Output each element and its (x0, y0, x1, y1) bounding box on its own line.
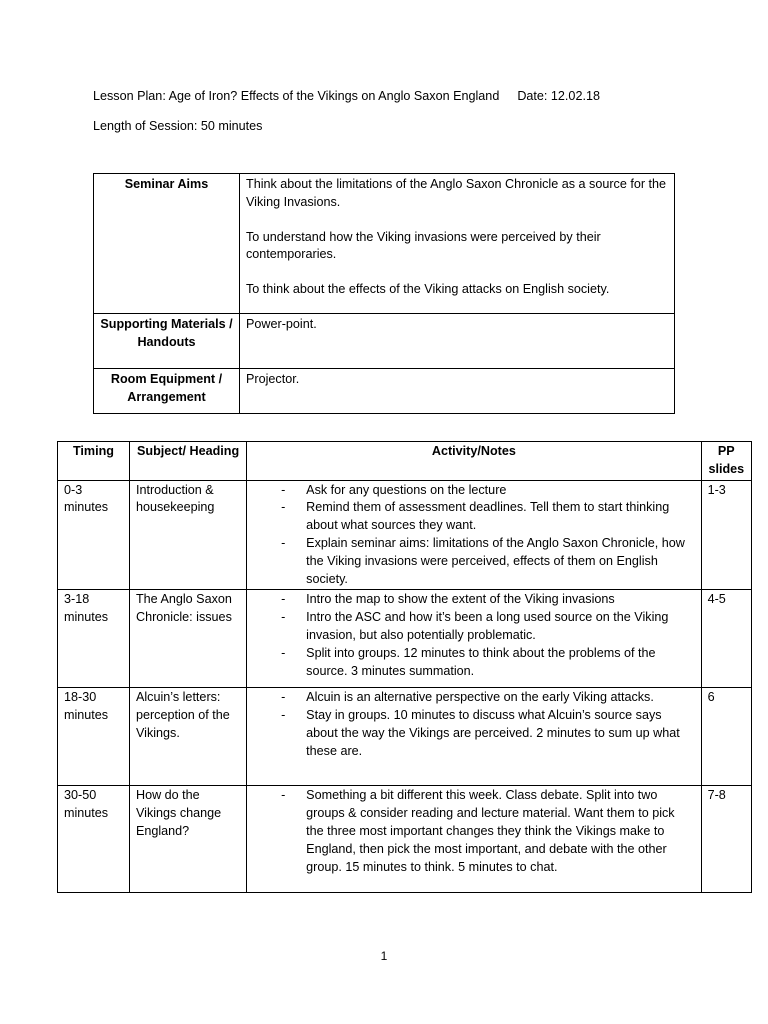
seminar-aim: To understand how the Viking invasions were perceived by their contemporaries. (246, 229, 601, 262)
subject-cell: Introduction & housekeeping (129, 480, 246, 590)
activity-item: - Split into groups. 12 minutes to think about the problems of the source. 3 minutes summation. (281, 645, 694, 681)
page-number: 1 (380, 949, 388, 963)
slides-cell: 4-5 (701, 590, 751, 688)
subject-cell: How do the Vikings change England? (129, 786, 246, 893)
timing-cell: 18-30 minutes (58, 688, 130, 786)
activity-item: - Something a bit different this week. Class debate. Split into two groups & consider reading and lecture material. Want them to pick the three most important changes they think the Vikings make to England, then pick the most important, and debate with the other group. 15 minutes to think. 5 minutes to chat. (281, 787, 694, 876)
supporting-materials-label: Supporting Materials / Handouts (94, 314, 240, 369)
slides-cell: 1-3 (701, 480, 751, 590)
activity-item: - Intro the map to show the extent of the Viking invasions (281, 591, 694, 609)
activity-cell (247, 480, 701, 590)
table-row (58, 688, 752, 786)
timing-cell: 30-50 minutes (58, 786, 130, 893)
room-equipment-label: Room Equipment / Arrangement (94, 369, 240, 414)
timing-cell: 3-18 minutes (58, 590, 130, 688)
session-length: Length of Session: 50 minutes (93, 119, 263, 133)
lesson-title-line (93, 88, 600, 106)
table-row (58, 786, 752, 893)
header-activity: Activity/Notes (247, 442, 701, 481)
activity-item: - Stay in groups. 10 minutes to discuss what Alcuin’s source says about the way the Vikings are perceived. 2 minutes to sum up what these are. (281, 707, 694, 760)
seminar-aim: Think about the limitations of the Anglo Saxon Chronicle as a source for the Viking Invasions. (246, 177, 667, 209)
lesson-plan-table (57, 441, 752, 893)
subject-cell: Alcuin’s letters: perception of the Vikings. (129, 688, 246, 786)
seminar-aims-cell (240, 174, 675, 314)
supporting-materials-row (94, 314, 675, 369)
activity-item: - Intro the ASC and how it’s been a long used source on the Viking invasion, but also potentially problematic. (281, 609, 694, 645)
slides-cell: 6 (701, 688, 751, 786)
slides-cell: 7-8 (701, 786, 751, 893)
lesson-date: Date: 12.02.18 (517, 89, 600, 103)
activity-item: - Alcuin is an alternative perspective on the early Viking attacks. (281, 689, 694, 707)
activity-cell (247, 786, 701, 893)
seminar-aim: To think about the effects of the Viking attacks on English society. (246, 282, 610, 297)
activity-cell (247, 688, 701, 786)
seminar-info-table (93, 173, 675, 414)
activity-cell (247, 590, 701, 688)
activity-item: - Explain seminar aims: limitations of the Anglo Saxon Chronicle, how the Viking invasions were perceived, effects of them on English society. (281, 535, 694, 588)
lesson-title: Lesson Plan: Age of Iron? Effects of the Vikings on Anglo Saxon England (93, 89, 500, 103)
supporting-materials-value: Power-point. (240, 314, 675, 369)
room-equipment-row (94, 369, 675, 414)
seminar-aims-row (94, 174, 675, 314)
activity-item: - Ask for any questions on the lecture (281, 482, 694, 500)
room-equipment-value: Projector. (240, 369, 675, 414)
header-pp-slides: PP slides (701, 442, 751, 481)
subject-cell: The Anglo Saxon Chronicle: issues (129, 590, 246, 688)
plan-header-row (58, 442, 752, 481)
timing-cell: 0-3 minutes (58, 480, 130, 590)
table-row (58, 480, 752, 590)
header-timing: Timing (58, 442, 130, 481)
seminar-aims-label: Seminar Aims (94, 174, 240, 314)
activity-item: - Remind them of assessment deadlines. Tell them to start thinking about what sources they want. (281, 499, 694, 535)
table-row (58, 590, 752, 688)
header-subject: Subject/ Heading (129, 442, 246, 481)
